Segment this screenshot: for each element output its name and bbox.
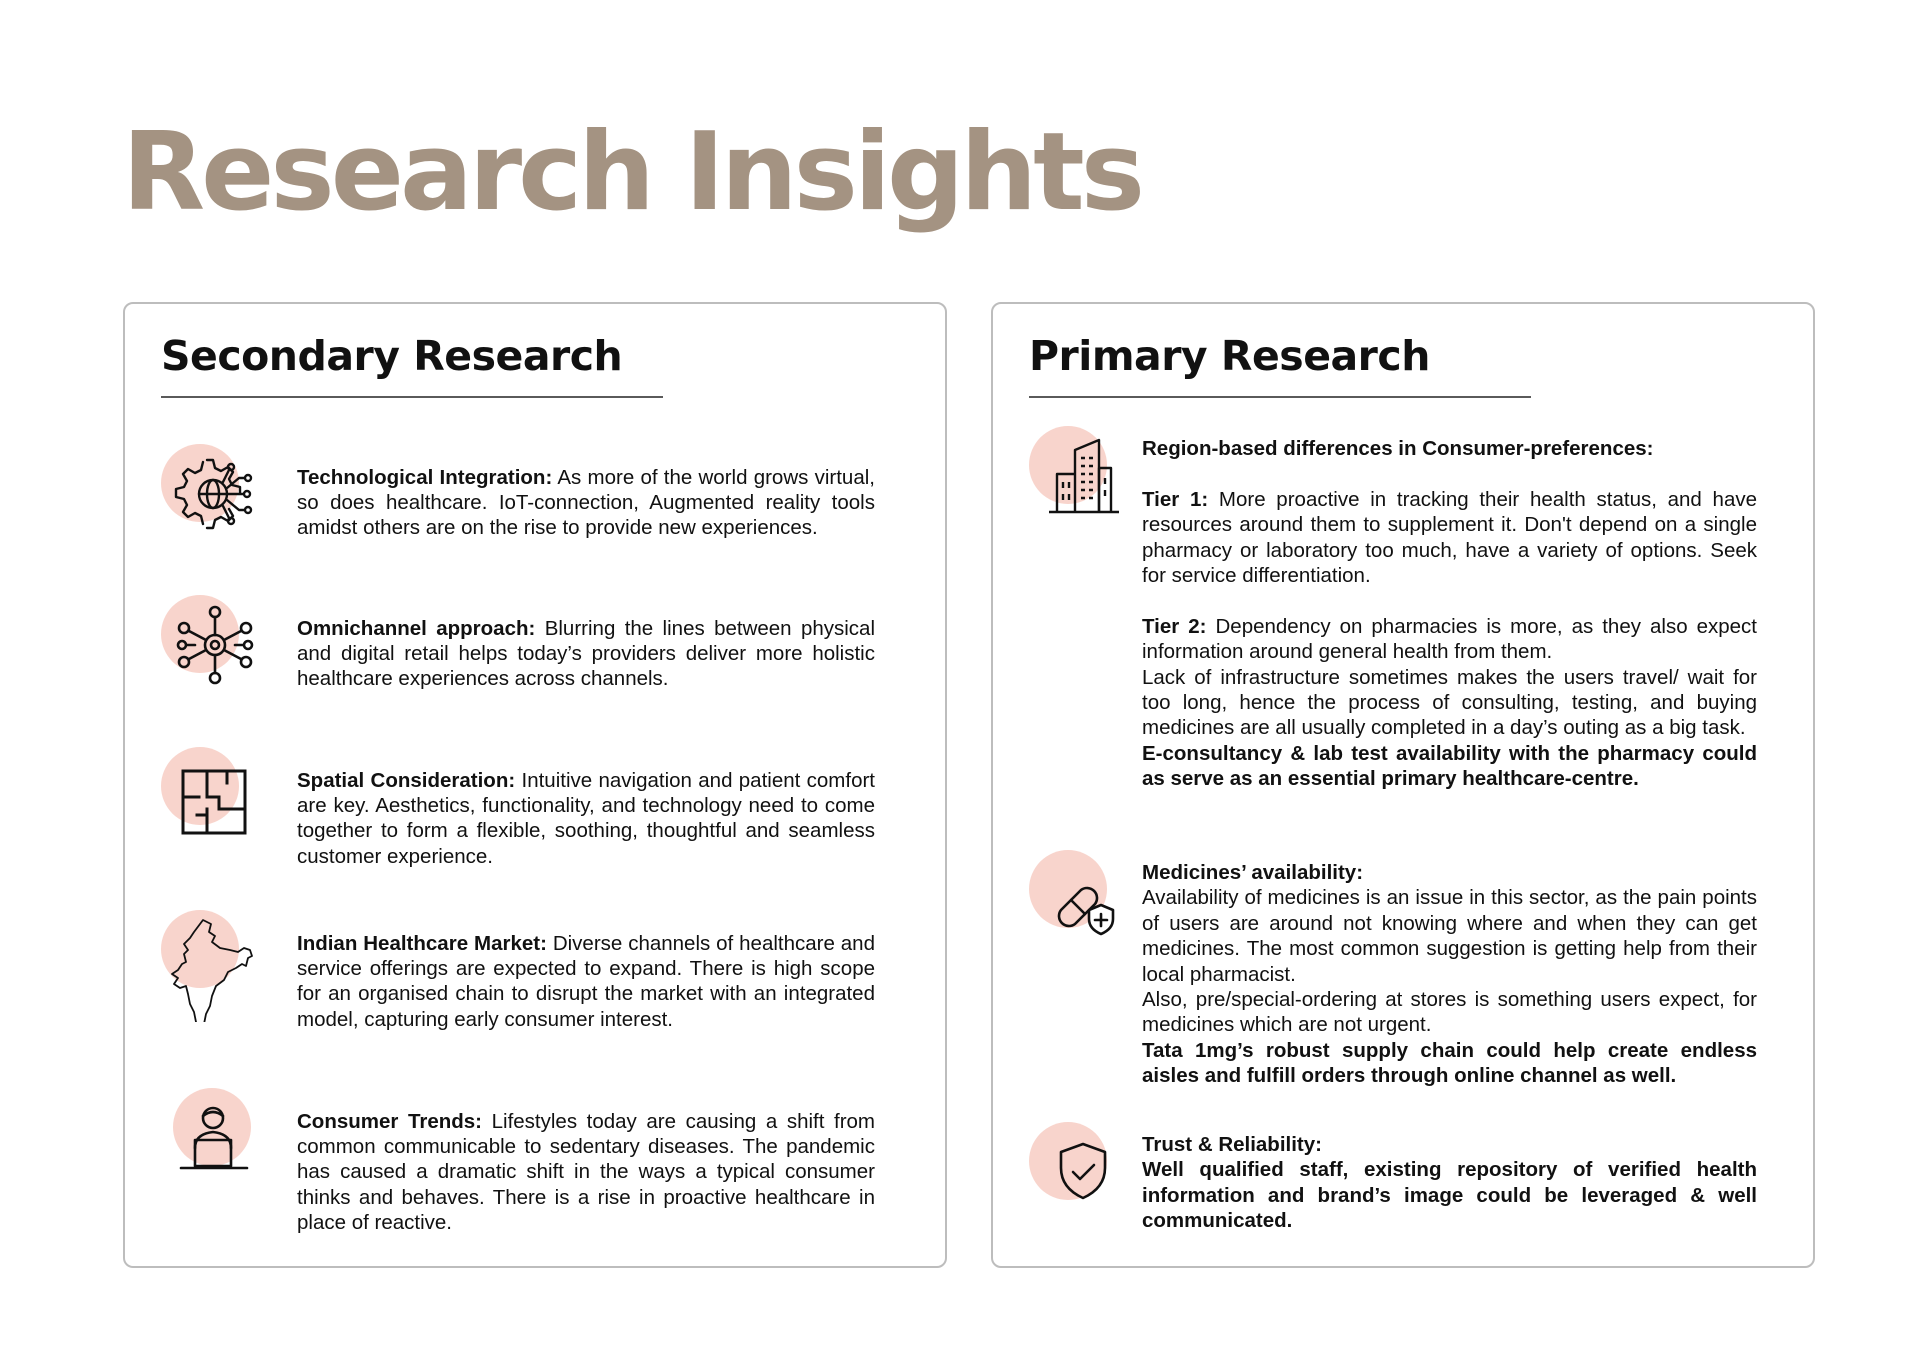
insight-label: Omnichannel approach: (297, 616, 536, 640)
medicines-text-2: Also, pre/special-ordering at stores is something users expect, for medicines which are not urgent. (1142, 988, 1757, 1037)
insight-body: As more of the world grows virtual, so does healthcare. IoT-connection, Augmented reality tools amidst others are on the rise to provide new experiences. (297, 465, 875, 540)
insight-text (297, 616, 875, 692)
insight-body: Blurring the lines between physical and digital retail helps today’s providers deliver more holistic healthcare experiences across channels. (297, 616, 876, 691)
trust-title: Trust & Reliability: (1142, 1133, 1322, 1156)
medicines-text-1: Availability of medicines is an issue in this sector, as the pain points of users are around not knowing where and when they can get medicines. The most common suggestion is getting help from their local pharmacist. (1142, 886, 1757, 986)
insight-body: Diverse channels of healthcare and service offerings are expected to expand. There is high scope for an organised chain to disrupt the market with an integrated model, capturing early consumer interest. (297, 931, 875, 1031)
region-conclusion: E-consultancy & lab test availability with the pharmacy could as serve as an essential primary healthcare-centre. (1142, 741, 1757, 791)
primary-research-panel (991, 302, 1815, 1268)
omnichannel-network-icon (161, 595, 261, 695)
tech-integration-icon (161, 444, 261, 544)
insight-label: Consumer Trends: (297, 1109, 483, 1133)
secondary-research-panel (123, 302, 947, 1268)
insight-label: Indian Healthcare Market: (297, 931, 547, 955)
heading-divider (1029, 396, 1531, 398)
tier1-paragraph (1142, 487, 1757, 589)
trust-body: Well qualified staff, existing repository of verified health information and brand’s image could be leveraged & well communicated. (1142, 1158, 1757, 1233)
primary-research-heading: Primary Research (1029, 332, 1430, 380)
secondary-research-heading: Secondary Research (161, 332, 623, 380)
region-title: Region-based differences in Consumer-preferences: (1142, 437, 1654, 460)
pill-shield-icon (1029, 850, 1129, 950)
insight-text (297, 768, 875, 870)
page-title: Research Insights (122, 110, 1142, 235)
insight-label: Spatial Consideration: (297, 768, 516, 792)
tier1-text: More proactive in tracking their health status, and have resources around them to supplement it. Don't depend on a single pharmacy or laboratory too much, have a variety of options. Seek for service differentiation. (1142, 487, 1757, 588)
insight-text (297, 465, 875, 541)
tier2-text: Dependency on pharmacies is more, as they also expect information around general health from them. (1142, 614, 1757, 664)
tier2-paragraph (1142, 614, 1757, 665)
heading-divider (161, 396, 663, 398)
tier2-label: Tier 2: (1142, 614, 1207, 638)
insight-text (297, 1109, 875, 1236)
floor-plan-icon (161, 747, 261, 847)
shield-check-icon (1029, 1122, 1129, 1222)
india-map-icon (161, 910, 261, 1010)
tier2-more: Lack of infrastructure sometimes makes the users travel/ wait for too long, hence the process of consulting, testing, and buying medicines are all usually completed in a day’s outing as a big task. (1142, 665, 1757, 740)
insight-body: Lifestyles today are causing a shift from common communicable to sedentary diseases. The pandemic has caused a dramatic shift in the ways a typical consumer thinks and behaves. There is a rise in proactive healthcare in place of reactive. (297, 1109, 876, 1235)
medicines-conclusion: Tata 1mg’s robust supply chain could help create endless aisles and fulfill orders through online channel as well. (1142, 1038, 1757, 1088)
insight-label: Technological Integration: (297, 465, 553, 489)
trust-text (1142, 1132, 1757, 1234)
insight-body: Intuitive navigation and patient comfort are key. Aesthetics, functionality, and technology need to come together to form a flexible, soothing, thoughtful and seamless customer experience. (297, 768, 875, 868)
medicines-title: Medicines’ availability: (1142, 861, 1364, 884)
buildings-icon (1029, 426, 1129, 526)
insight-text (297, 931, 875, 1033)
consumer-laptop-icon (161, 1088, 261, 1188)
tier1-label: Tier 1: (1142, 487, 1209, 511)
medicines-text (1142, 860, 1757, 1089)
region-text (1142, 436, 1757, 792)
